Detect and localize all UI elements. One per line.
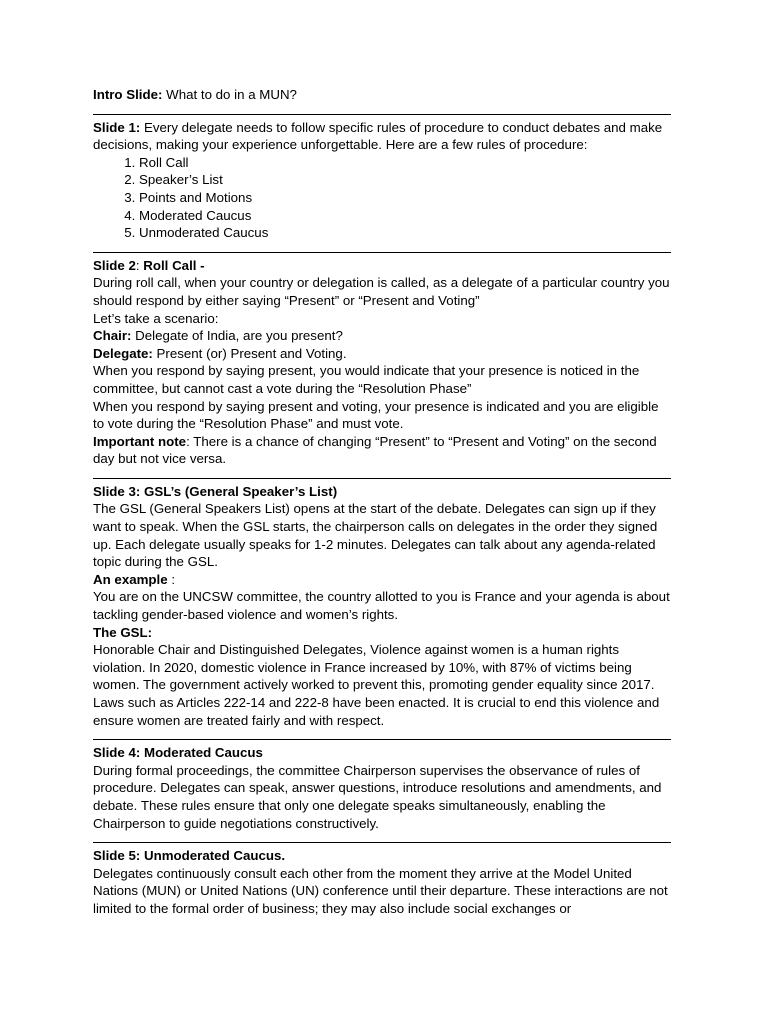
- intro-line: [93, 86, 671, 104]
- delegate-label: Delegate:: [93, 345, 153, 361]
- rules-list: [93, 154, 671, 242]
- list-item: 5. Unmoderated Caucus: [139, 224, 671, 242]
- note-label: Important note: [93, 433, 187, 449]
- divider: [93, 114, 671, 115]
- slide4-heading: [93, 744, 671, 762]
- slide3-title: Slide 3: GSL’s (General Speaker’s List): [93, 483, 338, 499]
- divider: [93, 739, 671, 740]
- important-note: [93, 433, 671, 468]
- slide3-heading: [93, 483, 671, 501]
- gsl-line: [93, 624, 671, 642]
- slide2-label: Slide 2: [93, 257, 136, 273]
- slide5-paragraph: Delegates continuously consult each other from the moment they arrive at the Model United Nations (MUN) or United Nations (UN) conference until their departure. These interactions are not limited to the formal order of business; they may also include social exchanges or: [93, 865, 668, 916]
- document-page: [93, 86, 671, 918]
- slide1-text: Every delegate needs to follow specific rules of procedure to conduct debates and make decisions, making your experience unforgettable. Here are a few rules of procedure:: [93, 119, 663, 153]
- slide2-paragraph: When you respond by saying present, you would indicate that your presence is noticed in the committee, but cannot cast a vote during the “Resolution Phase”: [93, 363, 640, 396]
- divider: [93, 842, 671, 843]
- slide2-paragraph: Let’s take a scenario:: [93, 310, 219, 326]
- slide5-title: Slide 5: Unmoderated Caucus.: [93, 848, 286, 864]
- divider: [93, 252, 671, 253]
- list-item: 4. Moderated Caucus: [139, 207, 671, 225]
- example-text: :: [167, 571, 176, 587]
- slide3-paragraph: You are on the UNCSW committee, the country allotted to you is France and your agenda is about tackling gender-based violence and women’s rights.: [93, 589, 670, 623]
- note-text: : There is a chance of changing “Present” to “Present and Voting” on the second day but not vice versa.: [93, 433, 657, 467]
- example-label: An example: [93, 571, 168, 587]
- list-item: 2. Speaker’s List: [139, 171, 671, 189]
- chair-text: Delegate of India, are you present?: [131, 328, 343, 344]
- slide2-heading: [93, 257, 671, 275]
- chair-line: [93, 327, 671, 345]
- slide4-paragraph: During formal proceedings, the committee Chairperson supervises the observance of rules of procedure. Delegates can speak, answer questions, introduce resolutions and amendments, and debate. These rules ensure that only one delegate speaks simultaneously, enabling the Chairperson to guide negotiations constructively.: [93, 762, 662, 831]
- intro-text: What to do in a MUN?: [162, 87, 297, 102]
- slide2-colon: :: [135, 257, 144, 273]
- intro-label: Intro Slide:: [93, 87, 163, 102]
- slide3-paragraph: The GSL (General Speakers List) opens at the start of the debate. Delegates can sign up if they want to speak. When the GSL starts, the chairperson calls on delegates in the order they signed up. Each delegate usually speaks for 1-2 minutes. Delegates can talk about any agenda-related topic during the GSL.: [93, 501, 658, 570]
- slide2-paragraph: During roll call, when your country or delegation is called, as a delegate of a particular country you should respond by either saying “Present” or “Present and Voting”: [93, 275, 670, 308]
- list-item: 3. Points and Motions: [139, 189, 671, 207]
- slide2-paragraph: When you respond by saying present and voting, your presence is indicated and you are eligible to vote during the “Resolution Phase” and must vote.: [93, 398, 659, 432]
- list-item: 1. Roll Call: [139, 154, 671, 172]
- chair-label: Chair:: [93, 328, 132, 344]
- slide1-label: Slide 1:: [93, 119, 141, 135]
- gsl-label: The GSL:: [93, 624, 153, 640]
- example-line: [93, 571, 671, 589]
- slide1-intro: [93, 119, 671, 154]
- slide5-heading: [93, 847, 671, 865]
- slide3-paragraph: Honorable Chair and Distinguished Delegates, Violence against women is a human rights violation. In 2020, domestic violence in France increased by 10%, with 87% of victims being women. The government actively worked to prevent this, promoting gender equality since 2017. Laws such as Articles 222-14 and 222-8 have been enacted. It is crucial to end this violence and ensure women are treated fairly and with respect.: [93, 642, 660, 728]
- slide4-title: Slide 4: Moderated Caucus: [93, 745, 263, 761]
- delegate-text: Present (or) Present and Voting.: [152, 345, 347, 361]
- slide2-title: Roll Call -: [143, 257, 205, 273]
- divider: [93, 478, 671, 479]
- delegate-line: [93, 345, 671, 363]
